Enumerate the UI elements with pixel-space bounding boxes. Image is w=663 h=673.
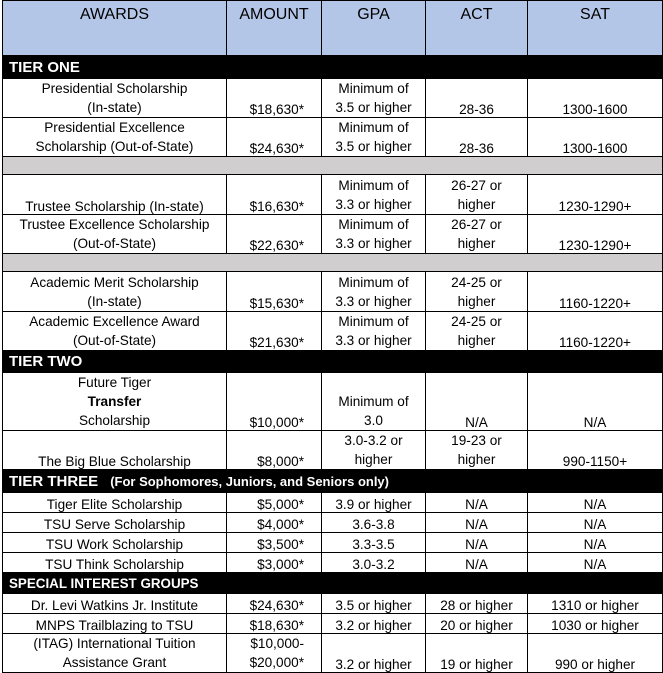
- header-sat: SAT: [528, 1, 663, 56]
- row-divider: [3, 254, 663, 272]
- table-row: [3, 79, 663, 118]
- award-name: Presidential Scholarship (In-state): [3, 79, 227, 118]
- act-requirement: 28-36: [426, 79, 528, 118]
- act-requirement: 19 or higher: [426, 634, 528, 673]
- act-requirement: 24-25 or higher: [426, 272, 528, 312]
- act-requirement: N/A: [426, 533, 528, 553]
- gpa-requirement: 3.3-3.5: [322, 533, 426, 553]
- act-requirement: N/A: [426, 553, 528, 573]
- award-name: TSU Work Scholarship: [3, 533, 227, 553]
- sat-requirement: 990 or higher: [528, 634, 663, 673]
- sat-requirement: 1160-1220+: [528, 312, 663, 351]
- award-name: Tiger Elite Scholarship: [3, 493, 227, 513]
- sat-requirement: 1230-1290+: [528, 215, 663, 254]
- award-name: TSU Serve Scholarship: [3, 513, 227, 533]
- gpa-requirement: 3.6-3.8: [322, 513, 426, 533]
- table-row: [3, 175, 663, 215]
- table-row: [3, 118, 663, 157]
- table-row: [3, 373, 663, 431]
- table-row: [3, 614, 663, 634]
- award-name: Trustee Scholarship (In-state): [3, 175, 227, 215]
- award-amount: $18,630*: [227, 79, 322, 118]
- award-amount: $3,000*: [227, 553, 322, 573]
- gpa-requirement: Minimum of 3.3 or higher: [322, 175, 426, 215]
- header-act: ACT: [426, 1, 528, 56]
- award-name: Trustee Excellence Scholarship (Out-of-State): [3, 215, 227, 254]
- act-requirement: 26-27 or higher: [426, 215, 528, 254]
- act-requirement: N/A: [426, 513, 528, 533]
- award-amount: $3,500*: [227, 533, 322, 553]
- award-amount: $10,000- $20,000*: [227, 634, 322, 673]
- act-requirement: 20 or higher: [426, 614, 528, 634]
- section-label: TIER TWO: [3, 351, 663, 373]
- award-name: Dr. Levi Watkins Jr. Institute: [3, 594, 227, 614]
- award-amount: $4,000*: [227, 513, 322, 533]
- act-requirement: 24-25 or higher: [426, 312, 528, 351]
- sat-requirement: 1300-1600: [528, 118, 663, 157]
- table-row: [3, 272, 663, 312]
- gpa-requirement: 3.5 or higher: [322, 594, 426, 614]
- act-requirement: 19-23 or higher: [426, 431, 528, 470]
- award-amount: $8,000*: [227, 431, 322, 470]
- sat-requirement: 1300-1600: [528, 79, 663, 118]
- gpa-requirement: 3.2 or higher: [322, 614, 426, 634]
- sat-requirement: 1230-1290+: [528, 175, 663, 215]
- act-requirement: N/A: [426, 373, 528, 431]
- row-divider: [3, 157, 663, 175]
- table-row: [3, 312, 663, 351]
- gpa-requirement: Minimum of 3.3 or higher: [322, 272, 426, 312]
- section-label: TIER THREE (For Sophomores, Juniors, and Seniors only): [3, 470, 663, 493]
- act-requirement: N/A: [426, 493, 528, 513]
- award-amount: $18,630*: [227, 614, 322, 634]
- header-awards: AWARDS: [3, 1, 227, 56]
- sat-requirement: N/A: [528, 533, 663, 553]
- award-amount: $16,630*: [227, 175, 322, 215]
- award-amount: $10,000*: [227, 373, 322, 431]
- sat-requirement: N/A: [528, 373, 663, 431]
- sat-requirement: N/A: [528, 493, 663, 513]
- section-label: TIER ONE: [3, 56, 663, 79]
- table-row: [3, 431, 663, 470]
- act-requirement: 26-27 or higher: [426, 175, 528, 215]
- section-note: (For Sophomores, Juniors, and Seniors only): [110, 473, 389, 489]
- table-row: [3, 513, 663, 533]
- award-amount: $24,630*: [227, 594, 322, 614]
- table-row: [3, 215, 663, 254]
- sat-requirement: 990-1150+: [528, 431, 663, 470]
- gpa-requirement: Minimum of 3.5 or higher: [322, 79, 426, 118]
- award-name: The Big Blue Scholarship: [3, 431, 227, 470]
- header-row: [3, 1, 663, 56]
- act-requirement: 28-36: [426, 118, 528, 157]
- gpa-requirement: Minimum of 3.5 or higher: [322, 118, 426, 157]
- gpa-requirement: Minimum of 3.3 or higher: [322, 312, 426, 351]
- tier-two-heading: [3, 351, 663, 373]
- sat-requirement: 1160-1220+: [528, 272, 663, 312]
- award-name: TSU Think Scholarship: [3, 553, 227, 573]
- award-amount: $21,630*: [227, 312, 322, 351]
- section-label: SPECIAL INTEREST GROUPS: [3, 573, 663, 594]
- sat-requirement: 1030 or higher: [528, 614, 663, 634]
- tier-three-heading: [3, 470, 663, 493]
- gpa-requirement: Minimum of 3.3 or higher: [322, 215, 426, 254]
- award-name: (ITAG) International Tuition Assistance Grant: [3, 634, 227, 673]
- award-name: Academic Excellence Award (Out-of-State): [3, 312, 227, 351]
- sat-requirement: 1310 or higher: [528, 594, 663, 614]
- gpa-requirement: 3.0-3.2 or higher: [322, 431, 426, 470]
- gpa-requirement: 3.0-3.2: [322, 553, 426, 573]
- award-name: MNPS Trailblazing to TSU: [3, 614, 227, 634]
- tier-one-heading: [3, 56, 663, 79]
- gpa-requirement: 3.9 or higher: [322, 493, 426, 513]
- sat-requirement: N/A: [528, 553, 663, 573]
- gpa-requirement: Minimum of 3.0: [322, 373, 426, 431]
- table-row: [3, 493, 663, 513]
- award-name: Future Tiger Transfer Scholarship: [3, 373, 227, 431]
- header-gpa: GPA: [322, 1, 426, 56]
- award-amount: $15,630*: [227, 272, 322, 312]
- table-row: [3, 634, 663, 673]
- award-name: Presidential Excellence Scholarship (Out-of-State): [3, 118, 227, 157]
- gpa-requirement: 3.2 or higher: [322, 634, 426, 673]
- award-amount: $24,630*: [227, 118, 322, 157]
- sat-requirement: N/A: [528, 513, 663, 533]
- table-row: [3, 533, 663, 553]
- table-row: [3, 594, 663, 614]
- scholarship-awards-table: [2, 0, 663, 673]
- act-requirement: 28 or higher: [426, 594, 528, 614]
- table-row: [3, 553, 663, 573]
- award-amount: $5,000*: [227, 493, 322, 513]
- award-name: Academic Merit Scholarship (In-state): [3, 272, 227, 312]
- award-amount: $22,630*: [227, 215, 322, 254]
- special-interest-heading: [3, 573, 663, 594]
- header-amount: AMOUNT: [227, 1, 322, 56]
